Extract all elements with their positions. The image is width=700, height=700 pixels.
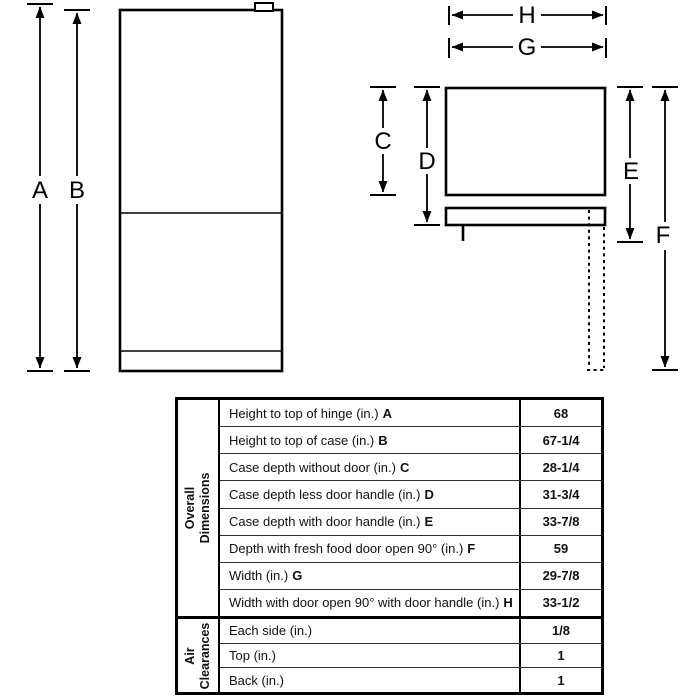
dim-arrow-f xyxy=(652,87,678,370)
row-value: 33-1/2 xyxy=(519,590,601,616)
row-label: Back (in.) xyxy=(229,672,284,688)
table-row xyxy=(220,589,601,616)
row-dim-key: A xyxy=(382,405,392,421)
row-value: 59 xyxy=(519,536,601,562)
fridge-top-view xyxy=(446,88,606,370)
row-dim-key: G xyxy=(292,568,303,584)
row-value: 1 xyxy=(519,668,601,692)
row-label: Top (in.) xyxy=(229,648,276,663)
row-value: 29-7/8 xyxy=(519,563,601,589)
row-value: 1 xyxy=(519,644,601,668)
section-header-line: Overall xyxy=(183,486,197,530)
table-row xyxy=(220,643,601,668)
hinge-icon xyxy=(255,3,273,11)
table-row xyxy=(220,562,601,589)
row-value: 68 xyxy=(519,400,601,426)
row-value: 31-3/4 xyxy=(519,481,601,507)
dim-arrow-g xyxy=(449,34,606,61)
case-top-outline xyxy=(446,88,605,195)
section-header-line: Dimensions xyxy=(198,472,212,544)
row-label: Width (in.) xyxy=(229,568,289,584)
row-label: Case depth without door (in.) xyxy=(229,459,396,475)
dim-arrow-d xyxy=(414,87,440,225)
dim-arrow-c xyxy=(370,87,396,195)
row-value: 33-7/8 xyxy=(519,509,601,535)
dim-label-d: D xyxy=(418,148,436,175)
dim-arrow-a xyxy=(27,4,53,371)
row-dim-key: E xyxy=(424,514,434,530)
row-dim-key: H xyxy=(503,595,513,611)
row-value: 1/8 xyxy=(519,619,601,643)
fridge-front-view xyxy=(120,3,282,371)
table-row xyxy=(220,619,601,643)
dim-arrow-h xyxy=(449,2,606,29)
table-row xyxy=(220,535,601,562)
fridge-front-outline xyxy=(120,10,282,371)
row-label: Width with door open 90° with door handle (in.) xyxy=(229,595,500,611)
table-row xyxy=(220,453,601,480)
dim-label-c: C xyxy=(374,128,392,155)
row-dim-key: D xyxy=(424,486,434,502)
row-label: Case depth with door handle (in.) xyxy=(229,514,421,530)
dim-label-b: B xyxy=(68,177,86,204)
row-label: Height to top of hinge (in.) xyxy=(229,405,379,421)
table-row xyxy=(220,508,601,535)
dim-label-f: F xyxy=(655,222,671,249)
dim-label-h: H xyxy=(518,2,536,29)
dim-arrow-e xyxy=(617,87,643,242)
section-header-overall-dimensions xyxy=(178,400,220,616)
dim-label-e: E xyxy=(622,158,640,185)
section-header-line: Clearances xyxy=(198,622,212,689)
row-dim-key: B xyxy=(378,432,388,448)
table-row xyxy=(220,667,601,692)
section-header-line: Air xyxy=(183,646,197,665)
section-header-air-clearances xyxy=(178,619,220,692)
table-row xyxy=(220,480,601,507)
dimensions-table xyxy=(175,397,604,695)
section-overall-dimensions xyxy=(178,400,601,616)
row-dim-key: F xyxy=(467,541,476,557)
door-closed-outline xyxy=(446,208,605,225)
dim-arrow-b xyxy=(64,10,90,371)
row-value: 28-1/4 xyxy=(519,454,601,480)
row-label: Height to top of case (in.) xyxy=(229,432,375,448)
dim-label-g: G xyxy=(517,34,537,61)
dim-label-a: A xyxy=(31,177,49,204)
row-label: Depth with fresh food door open 90° (in.) xyxy=(229,541,464,557)
row-value: 67-1/4 xyxy=(519,427,601,453)
row-label: Case depth less door handle (in.) xyxy=(229,486,421,502)
row-dim-key: C xyxy=(399,459,410,475)
section-air-clearances xyxy=(178,616,601,692)
row-label: Each side (in.) xyxy=(229,623,313,639)
table-row xyxy=(220,426,601,453)
table-row xyxy=(220,400,601,426)
